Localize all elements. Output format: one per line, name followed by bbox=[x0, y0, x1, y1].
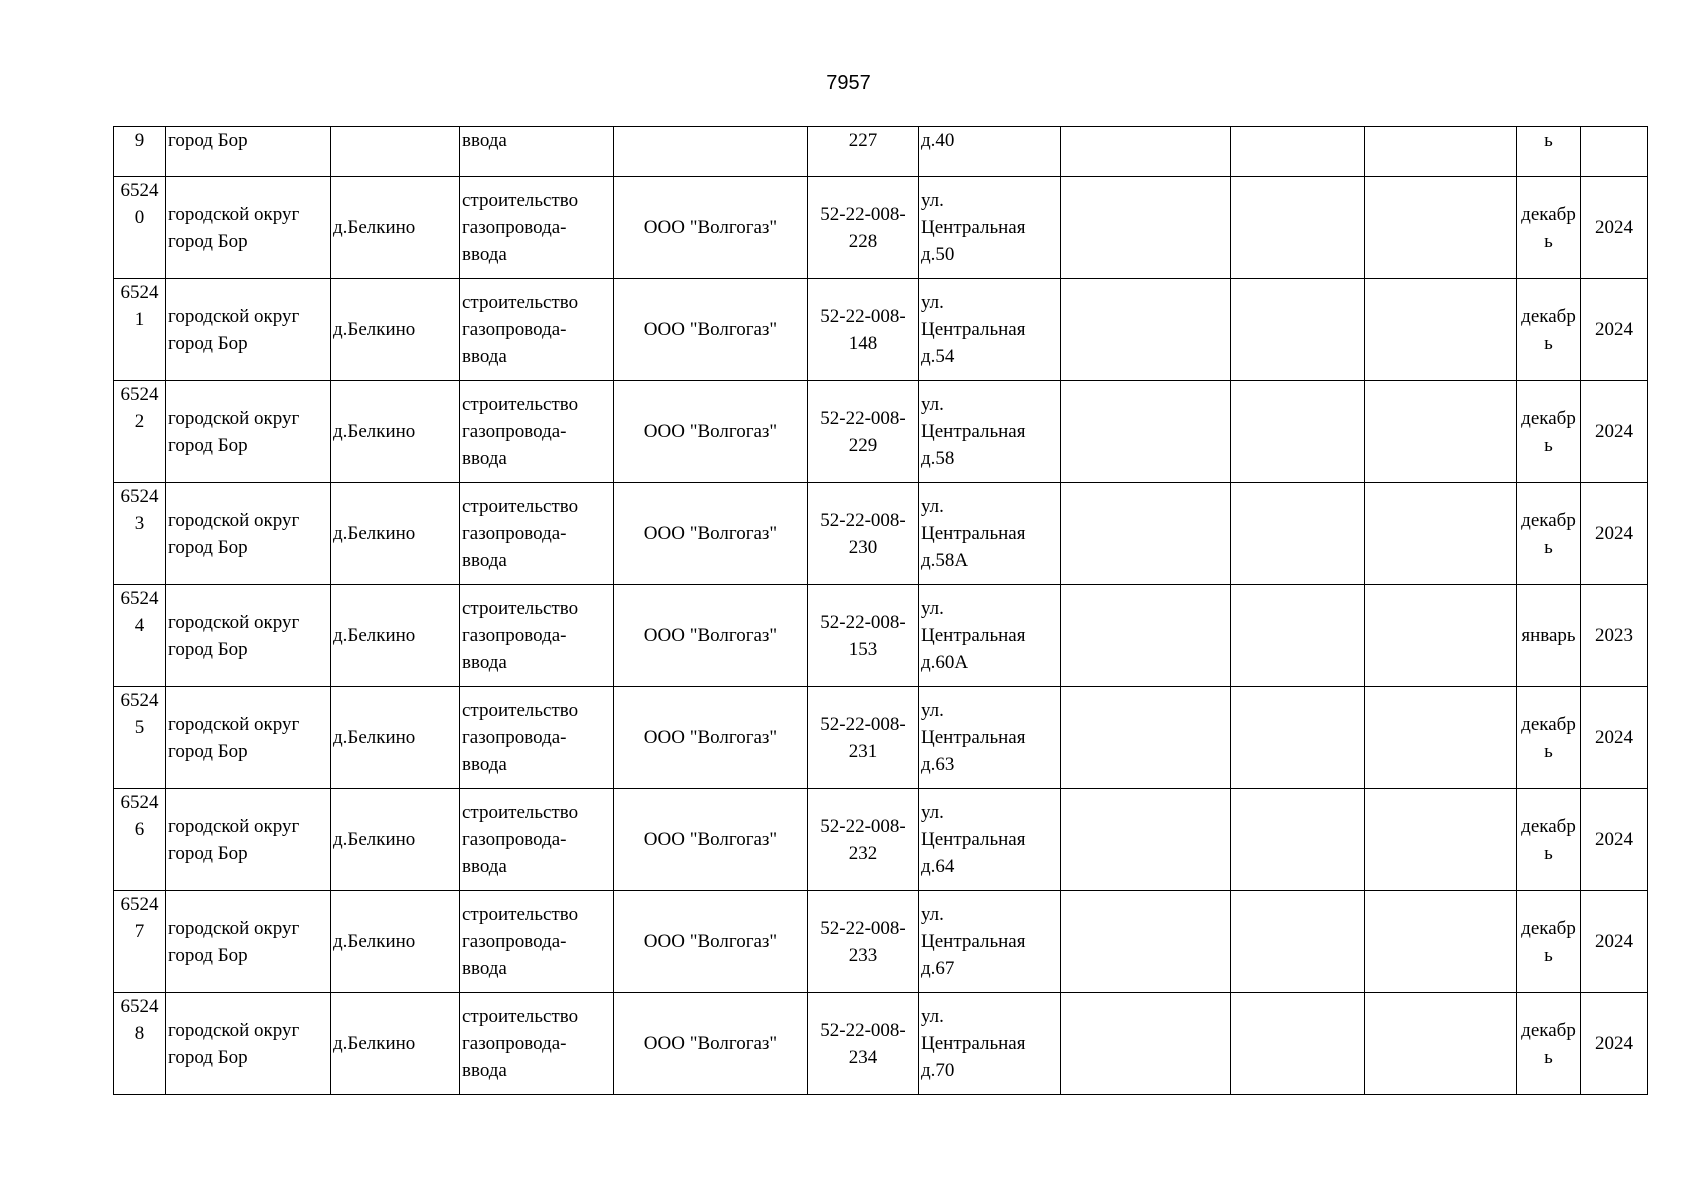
settlement-cell bbox=[331, 279, 460, 381]
empty-cell bbox=[1061, 177, 1231, 279]
empty-cell bbox=[1231, 687, 1365, 789]
settlement-cell bbox=[331, 993, 460, 1095]
empty-cell bbox=[1061, 279, 1231, 381]
work-type-cell-text: строительство газопровода- ввода bbox=[462, 496, 579, 571]
district-cell bbox=[166, 483, 331, 585]
organization-cell-text: ООО "Волгогаз" bbox=[643, 1033, 778, 1054]
empty-cell bbox=[1061, 993, 1231, 1095]
object-code-cell bbox=[808, 789, 919, 891]
empty-cell bbox=[1365, 483, 1517, 585]
work-type-cell-text: строительство газопровода- ввода bbox=[462, 190, 579, 265]
object-code-cell-text: 52-22-008- 234 bbox=[820, 1019, 906, 1068]
table-row bbox=[114, 381, 1648, 483]
month-cell bbox=[1517, 177, 1581, 279]
work-type-cell bbox=[460, 127, 614, 177]
row-number-cell bbox=[114, 177, 166, 279]
settlement-cell bbox=[331, 687, 460, 789]
object-code-cell bbox=[808, 127, 919, 177]
district-cell bbox=[166, 585, 331, 687]
object-code-cell-text: 52-22-008- 153 bbox=[820, 611, 906, 660]
empty-cell bbox=[1231, 483, 1365, 585]
year-cell-text: 2024 bbox=[1595, 1033, 1633, 1054]
address-cell-text: ул. Центральная д.67 bbox=[921, 904, 1026, 979]
address-cell bbox=[919, 381, 1061, 483]
year-cell-text: 2023 bbox=[1595, 625, 1633, 646]
organization-cell-text: ООО "Волгогаз" bbox=[643, 319, 778, 340]
work-type-cell-text: строительство газопровода- ввода bbox=[462, 292, 579, 367]
year-cell-text: 2024 bbox=[1595, 421, 1633, 442]
row-number-cell bbox=[114, 687, 166, 789]
work-type-cell-text: строительство газопровода- ввода bbox=[462, 904, 579, 979]
settlement-cell-text: д.Белкино bbox=[333, 829, 416, 850]
month-cell-text: декабр ь bbox=[1521, 1019, 1576, 1068]
district-cell bbox=[166, 381, 331, 483]
year-cell bbox=[1581, 687, 1648, 789]
table-row bbox=[114, 585, 1648, 687]
district-cell-text: городской округ город Бор bbox=[168, 407, 300, 456]
year-cell bbox=[1581, 891, 1648, 993]
table-row bbox=[114, 993, 1648, 1095]
settlement-cell-text: д.Белкино bbox=[333, 727, 416, 748]
empty-cell bbox=[1231, 789, 1365, 891]
work-type-cell bbox=[460, 585, 614, 687]
empty-cell bbox=[1365, 279, 1517, 381]
year-cell-text: 2024 bbox=[1595, 829, 1633, 850]
table-row bbox=[114, 687, 1648, 789]
settlement-cell bbox=[331, 483, 460, 585]
organization-cell bbox=[614, 177, 808, 279]
empty-cell bbox=[1231, 891, 1365, 993]
empty-cell bbox=[1365, 891, 1517, 993]
month-cell bbox=[1517, 789, 1581, 891]
address-cell bbox=[919, 127, 1061, 177]
year-cell bbox=[1581, 483, 1648, 585]
month-cell bbox=[1517, 891, 1581, 993]
month-cell bbox=[1517, 585, 1581, 687]
year-cell-text: 2024 bbox=[1595, 523, 1633, 544]
settlement-cell-text: д.Белкино bbox=[333, 625, 416, 646]
settlement-cell bbox=[331, 585, 460, 687]
empty-cell bbox=[1365, 687, 1517, 789]
row-number-cell-text: 6524 1 bbox=[120, 282, 159, 330]
work-type-cell bbox=[460, 789, 614, 891]
object-code-cell bbox=[808, 279, 919, 381]
object-code-cell bbox=[808, 993, 919, 1095]
month-cell bbox=[1517, 483, 1581, 585]
year-cell bbox=[1581, 279, 1648, 381]
empty-cell bbox=[1061, 381, 1231, 483]
object-code-cell-text: 52-22-008- 228 bbox=[820, 203, 906, 252]
address-cell bbox=[919, 483, 1061, 585]
work-type-cell bbox=[460, 993, 614, 1095]
district-cell-text: городской округ город Бор bbox=[168, 509, 300, 558]
organization-cell bbox=[614, 483, 808, 585]
settlement-cell-text: д.Белкино bbox=[333, 523, 416, 544]
address-cell bbox=[919, 993, 1061, 1095]
object-code-cell bbox=[808, 483, 919, 585]
empty-cell bbox=[1365, 585, 1517, 687]
object-code-cell bbox=[808, 891, 919, 993]
settlement-cell-text: д.Белкино bbox=[333, 319, 416, 340]
month-cell bbox=[1517, 993, 1581, 1095]
work-type-cell bbox=[460, 381, 614, 483]
empty-cell bbox=[1365, 381, 1517, 483]
row-number-cell-text: 6524 6 bbox=[120, 792, 159, 840]
work-type-cell bbox=[460, 687, 614, 789]
empty-cell bbox=[1231, 127, 1365, 177]
month-cell bbox=[1517, 279, 1581, 381]
year-cell-text: 2024 bbox=[1595, 727, 1633, 748]
district-cell-text: городской округ город Бор bbox=[168, 815, 300, 864]
row-number-cell bbox=[114, 279, 166, 381]
row-number-cell bbox=[114, 585, 166, 687]
object-code-cell-text: 52-22-008- 232 bbox=[820, 815, 906, 864]
organization-cell-text: ООО "Волгогаз" bbox=[643, 523, 778, 544]
month-cell-text: январь bbox=[1521, 625, 1576, 646]
table-row bbox=[114, 127, 1648, 177]
year-cell bbox=[1581, 127, 1648, 177]
district-cell-text: город Бор bbox=[168, 130, 248, 151]
object-code-cell-text: 52-22-008- 148 bbox=[820, 305, 906, 354]
organization-cell bbox=[614, 127, 808, 177]
address-cell-text: ул. Центральная д.58А bbox=[921, 496, 1026, 571]
address-cell-text: ул. Центральная д.54 bbox=[921, 292, 1026, 367]
month-cell-text: декабр ь bbox=[1521, 305, 1576, 354]
row-number-cell bbox=[114, 993, 166, 1095]
organization-cell-text: ООО "Волгогаз" bbox=[643, 727, 778, 748]
gasification-registry-table bbox=[113, 126, 1648, 1095]
row-number-cell-text: 6524 0 bbox=[120, 180, 159, 228]
row-number-cell-text: 6524 8 bbox=[120, 996, 159, 1044]
work-type-cell-text: строительство газопровода- ввода bbox=[462, 802, 579, 877]
work-type-cell bbox=[460, 279, 614, 381]
object-code-cell bbox=[808, 585, 919, 687]
object-code-cell-text: 52-22-008- 233 bbox=[820, 917, 906, 966]
settlement-cell-text: д.Белкино bbox=[333, 931, 416, 952]
month-cell-text: декабр ь bbox=[1521, 917, 1576, 966]
row-number-cell-text: 6524 7 bbox=[120, 894, 159, 942]
table-row bbox=[114, 789, 1648, 891]
empty-cell bbox=[1061, 483, 1231, 585]
object-code-cell bbox=[808, 381, 919, 483]
empty-cell bbox=[1365, 177, 1517, 279]
row-number-cell bbox=[114, 381, 166, 483]
address-cell-text: ул. Центральная д.64 bbox=[921, 802, 1026, 877]
settlement-cell-text: д.Белкино bbox=[333, 421, 416, 442]
row-number-cell-text: 6524 3 bbox=[120, 486, 159, 534]
object-code-cell-text: 52-22-008- 231 bbox=[820, 713, 906, 762]
empty-cell bbox=[1231, 279, 1365, 381]
month-cell-text: декабр ь bbox=[1521, 407, 1576, 456]
district-cell bbox=[166, 279, 331, 381]
settlement-cell-text: д.Белкино bbox=[333, 1033, 416, 1054]
row-number-cell bbox=[114, 127, 166, 177]
work-type-cell-text: ввода bbox=[462, 130, 507, 151]
year-cell bbox=[1581, 789, 1648, 891]
page-number: 7957 bbox=[826, 72, 871, 94]
object-code-cell-text: 227 bbox=[848, 130, 878, 151]
object-code-cell bbox=[808, 687, 919, 789]
organization-cell-text: ООО "Волгогаз" bbox=[643, 625, 778, 646]
address-cell bbox=[919, 789, 1061, 891]
table-row bbox=[114, 891, 1648, 993]
organization-cell-text: ООО "Волгогаз" bbox=[643, 931, 778, 952]
month-cell-text: ь bbox=[1544, 130, 1553, 151]
district-cell bbox=[166, 177, 331, 279]
month-cell-text: декабр ь bbox=[1521, 509, 1576, 558]
organization-cell-text: ООО "Волгогаз" bbox=[643, 829, 778, 850]
work-type-cell-text: строительство газопровода- ввода bbox=[462, 700, 579, 775]
month-cell bbox=[1517, 687, 1581, 789]
year-cell-text: 2024 bbox=[1595, 931, 1633, 952]
district-cell-text: городской округ город Бор bbox=[168, 713, 300, 762]
address-cell-text: ул. Центральная д.63 bbox=[921, 700, 1026, 775]
address-cell-text: д.40 bbox=[921, 130, 955, 151]
work-type-cell bbox=[460, 483, 614, 585]
table-row bbox=[114, 483, 1648, 585]
settlement-cell bbox=[331, 891, 460, 993]
organization-cell bbox=[614, 279, 808, 381]
address-cell-text: ул. Центральная д.60А bbox=[921, 598, 1026, 673]
district-cell-text: городской округ город Бор bbox=[168, 305, 300, 354]
work-type-cell bbox=[460, 177, 614, 279]
district-cell-text: городской округ город Бор bbox=[168, 917, 300, 966]
work-type-cell-text: строительство газопровода- ввода bbox=[462, 394, 579, 469]
organization-cell bbox=[614, 891, 808, 993]
row-number-cell-text: 6524 5 bbox=[120, 690, 159, 738]
organization-cell bbox=[614, 381, 808, 483]
object-code-cell-text: 52-22-008- 229 bbox=[820, 407, 906, 456]
address-cell-text: ул. Центральная д.50 bbox=[921, 190, 1026, 265]
work-type-cell-text: строительство газопровода- ввода bbox=[462, 598, 579, 673]
settlement-cell bbox=[331, 177, 460, 279]
settlement-cell bbox=[331, 127, 460, 177]
empty-cell bbox=[1061, 127, 1231, 177]
row-number-cell-text: 6524 2 bbox=[120, 384, 159, 432]
address-cell bbox=[919, 891, 1061, 993]
organization-cell bbox=[614, 993, 808, 1095]
district-cell-text: городской округ город Бор bbox=[168, 611, 300, 660]
row-number-cell-text: 9 bbox=[134, 130, 145, 151]
year-cell bbox=[1581, 381, 1648, 483]
month-cell-text: декабр ь bbox=[1521, 713, 1576, 762]
empty-cell bbox=[1365, 789, 1517, 891]
empty-cell bbox=[1231, 177, 1365, 279]
empty-cell bbox=[1231, 993, 1365, 1095]
address-cell-text: ул. Центральная д.58 bbox=[921, 394, 1026, 469]
organization-cell-text: ООО "Волгогаз" bbox=[643, 217, 778, 238]
address-cell bbox=[919, 687, 1061, 789]
row-number-cell bbox=[114, 789, 166, 891]
empty-cell bbox=[1061, 687, 1231, 789]
district-cell-text: городской округ город Бор bbox=[168, 1019, 300, 1068]
district-cell bbox=[166, 891, 331, 993]
address-cell bbox=[919, 585, 1061, 687]
district-cell bbox=[166, 789, 331, 891]
work-type-cell-text: строительство газопровода- ввода bbox=[462, 1006, 579, 1081]
organization-cell-text: ООО "Волгогаз" bbox=[643, 421, 778, 442]
table-row bbox=[114, 279, 1648, 381]
object-code-cell-text: 52-22-008- 230 bbox=[820, 509, 906, 558]
district-cell bbox=[166, 993, 331, 1095]
row-number-cell-text: 6524 4 bbox=[120, 588, 159, 636]
organization-cell bbox=[614, 585, 808, 687]
empty-cell bbox=[1231, 381, 1365, 483]
district-cell bbox=[166, 687, 331, 789]
empty-cell bbox=[1061, 789, 1231, 891]
year-cell bbox=[1581, 177, 1648, 279]
year-cell-text: 2024 bbox=[1595, 319, 1633, 340]
year-cell bbox=[1581, 993, 1648, 1095]
address-cell-text: ул. Центральная д.70 bbox=[921, 1006, 1026, 1081]
empty-cell bbox=[1231, 585, 1365, 687]
row-number-cell bbox=[114, 891, 166, 993]
month-cell bbox=[1517, 381, 1581, 483]
object-code-cell bbox=[808, 177, 919, 279]
year-cell bbox=[1581, 585, 1648, 687]
row-number-cell bbox=[114, 483, 166, 585]
table-row bbox=[114, 177, 1648, 279]
empty-cell bbox=[1061, 891, 1231, 993]
address-cell bbox=[919, 279, 1061, 381]
month-cell-text: декабр ь bbox=[1521, 203, 1576, 252]
district-cell bbox=[166, 127, 331, 177]
organization-cell bbox=[614, 789, 808, 891]
settlement-cell bbox=[331, 789, 460, 891]
work-type-cell bbox=[460, 891, 614, 993]
empty-cell bbox=[1365, 993, 1517, 1095]
month-cell bbox=[1517, 127, 1581, 177]
settlement-cell-text: д.Белкино bbox=[333, 217, 416, 238]
year-cell-text: 2024 bbox=[1595, 217, 1633, 238]
empty-cell bbox=[1061, 585, 1231, 687]
month-cell-text: декабр ь bbox=[1521, 815, 1576, 864]
empty-cell bbox=[1365, 127, 1517, 177]
settlement-cell bbox=[331, 381, 460, 483]
address-cell bbox=[919, 177, 1061, 279]
organization-cell bbox=[614, 687, 808, 789]
district-cell-text: городской округ город Бор bbox=[168, 203, 300, 252]
